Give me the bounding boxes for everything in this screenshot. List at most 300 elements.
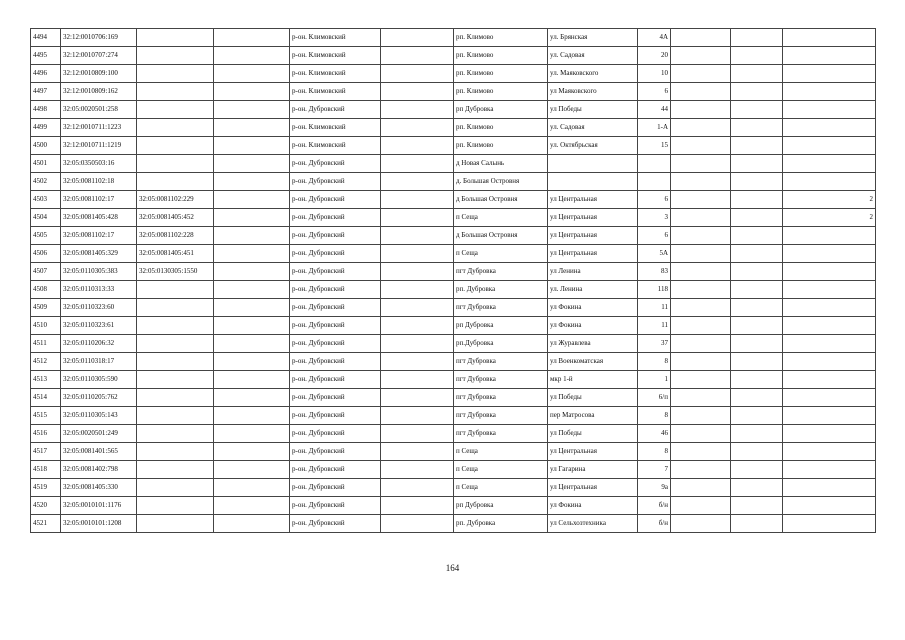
extra-value-cell: 2 [783, 191, 876, 209]
cell-blank-cell [671, 101, 731, 119]
extra-value-cell [783, 479, 876, 497]
row-number-cell: 4508 [31, 281, 61, 299]
table-row [31, 137, 876, 155]
cell-blank-cell [381, 173, 454, 191]
cell-blank-cell [381, 29, 454, 47]
cell-blank-cell [731, 407, 783, 425]
settlement-cell: пгт Дубровка [454, 263, 548, 281]
cell-blank-cell [381, 191, 454, 209]
district-cell: р-он. Дубровский [290, 209, 381, 227]
cell-blank-cell [671, 497, 731, 515]
cell-blank-cell [381, 209, 454, 227]
extra-value-cell [783, 227, 876, 245]
cell-blank-cell [381, 119, 454, 137]
house-number-cell: 7 [638, 461, 671, 479]
settlement-cell: п Сеща [454, 461, 548, 479]
street-cell: ул Фокина [548, 497, 638, 515]
row-number-cell: 4504 [31, 209, 61, 227]
row-number-cell: 4511 [31, 335, 61, 353]
cell-blank-cell [671, 137, 731, 155]
house-number-cell: 6 [638, 227, 671, 245]
settlement-cell: пгт Дубровка [454, 353, 548, 371]
street-cell: мкр 1-й [548, 371, 638, 389]
cell-blank-cell [671, 479, 731, 497]
table-row [31, 65, 876, 83]
cell-blank-cell [671, 29, 731, 47]
cadastral-number-cell: 32:05:0110206:32 [61, 335, 137, 353]
cell-blank-cell [381, 299, 454, 317]
district-cell: р-он. Климовский [290, 119, 381, 137]
cell-blank-cell [214, 83, 290, 101]
street-cell: ул Центральная [548, 227, 638, 245]
cadastral-number-2-cell [137, 173, 214, 191]
cadastral-number-2-cell [137, 47, 214, 65]
row-number-cell: 4499 [31, 119, 61, 137]
table-row [31, 83, 876, 101]
cadastral-number-2-cell [137, 281, 214, 299]
cell-blank-cell [671, 227, 731, 245]
cadastral-number-cell: 32:05:0081401:565 [61, 443, 137, 461]
cell-blank-cell [731, 497, 783, 515]
row-number-cell: 4498 [31, 101, 61, 119]
row-number-cell: 4519 [31, 479, 61, 497]
table-row [31, 443, 876, 461]
row-number-cell: 4517 [31, 443, 61, 461]
street-cell: ул Сельхозтехника [548, 515, 638, 533]
cadastral-number-cell: 32:12:0010711:1219 [61, 137, 137, 155]
house-number-cell: 6 [638, 83, 671, 101]
house-number-cell: 5А [638, 245, 671, 263]
extra-value-cell [783, 443, 876, 461]
street-cell: ул Центральная [548, 443, 638, 461]
table-row [31, 119, 876, 137]
district-cell: р-он. Дубровский [290, 425, 381, 443]
cadastral-number-2-cell: 32:05:0081102:228 [137, 227, 214, 245]
house-number-cell: 118 [638, 281, 671, 299]
cell-blank-cell [731, 155, 783, 173]
district-cell: р-он. Климовский [290, 65, 381, 83]
cadastral-number-2-cell [137, 353, 214, 371]
cell-blank-cell [671, 515, 731, 533]
cell-blank-cell [731, 65, 783, 83]
cell-blank-cell [671, 389, 731, 407]
extra-value-cell [783, 65, 876, 83]
cell-blank-cell [214, 497, 290, 515]
cell-blank-cell [214, 335, 290, 353]
district-cell: р-он. Дубровский [290, 317, 381, 335]
row-number-cell: 4496 [31, 65, 61, 83]
house-number-cell: 20 [638, 47, 671, 65]
cell-blank-cell [671, 245, 731, 263]
district-cell: р-он. Дубровский [290, 461, 381, 479]
cadastral-number-2-cell [137, 479, 214, 497]
extra-value-cell [783, 353, 876, 371]
cadastral-number-cell: 32:05:0010101:1176 [61, 497, 137, 515]
cell-blank-cell [671, 353, 731, 371]
row-number-cell: 4509 [31, 299, 61, 317]
house-number-cell [638, 155, 671, 173]
district-cell: р-он. Дубровский [290, 245, 381, 263]
cell-blank-cell [214, 137, 290, 155]
cell-blank-cell [214, 209, 290, 227]
cell-blank-cell [671, 461, 731, 479]
cell-blank-cell [214, 461, 290, 479]
district-cell: р-он. Дубровский [290, 299, 381, 317]
district-cell: р-он. Дубровский [290, 335, 381, 353]
extra-value-cell: 2 [783, 209, 876, 227]
cadastral-number-cell: 32:05:0110205:762 [61, 389, 137, 407]
cell-blank-cell [214, 227, 290, 245]
cadastral-number-2-cell: 32:05:0081405:452 [137, 209, 214, 227]
street-cell: ул Маяковского [548, 83, 638, 101]
cell-blank-cell [731, 245, 783, 263]
cadastral-number-cell: 32:05:0010101:1208 [61, 515, 137, 533]
extra-value-cell [783, 371, 876, 389]
extra-value-cell [783, 263, 876, 281]
cell-blank-cell [731, 281, 783, 299]
street-cell [548, 173, 638, 191]
settlement-cell: рп. Климово [454, 29, 548, 47]
cell-blank-cell [671, 83, 731, 101]
row-number-cell: 4518 [31, 461, 61, 479]
row-number-cell: 4507 [31, 263, 61, 281]
cell-blank-cell [214, 155, 290, 173]
house-number-cell [638, 173, 671, 191]
row-number-cell: 4501 [31, 155, 61, 173]
cell-blank-cell [381, 389, 454, 407]
street-cell: ул Победы [548, 389, 638, 407]
cell-blank-cell [731, 209, 783, 227]
table-row [31, 497, 876, 515]
table-row [31, 227, 876, 245]
extra-value-cell [783, 407, 876, 425]
cadastral-number-cell: 32:05:0081102:17 [61, 227, 137, 245]
cadastral-number-2-cell [137, 443, 214, 461]
cell-blank-cell [381, 101, 454, 119]
street-cell: ул Победы [548, 425, 638, 443]
house-number-cell: 8 [638, 353, 671, 371]
cell-blank-cell [731, 389, 783, 407]
extra-value-cell [783, 47, 876, 65]
cell-blank-cell [381, 281, 454, 299]
row-number-cell: 4512 [31, 353, 61, 371]
house-number-cell: 3 [638, 209, 671, 227]
extra-value-cell [783, 155, 876, 173]
street-cell: ул. Маяковского [548, 65, 638, 83]
cell-blank-cell [214, 263, 290, 281]
settlement-cell: д Новая Салынь [454, 155, 548, 173]
row-number-cell: 4513 [31, 371, 61, 389]
cadastral-number-cell: 32:05:0110323:61 [61, 317, 137, 335]
cadastral-number-cell: 32:05:0081102:17 [61, 191, 137, 209]
house-number-cell: б/н [638, 515, 671, 533]
cell-blank-cell [214, 317, 290, 335]
cadastral-number-2-cell [137, 425, 214, 443]
cadastral-number-cell: 32:12:0010707:274 [61, 47, 137, 65]
cell-blank-cell [381, 335, 454, 353]
house-number-cell: 83 [638, 263, 671, 281]
cadastral-number-2-cell [137, 137, 214, 155]
cadastral-number-cell: 32:12:0010706:169 [61, 29, 137, 47]
cadastral-number-cell: 32:05:0081402:798 [61, 461, 137, 479]
row-number-cell: 4502 [31, 173, 61, 191]
cadastral-number-cell: 32:05:0110305:143 [61, 407, 137, 425]
house-number-cell: 44 [638, 101, 671, 119]
cell-blank-cell [214, 479, 290, 497]
street-cell: ул Центральная [548, 209, 638, 227]
cadastral-number-2-cell [137, 461, 214, 479]
cell-blank-cell [731, 173, 783, 191]
cell-blank-cell [214, 389, 290, 407]
cadastral-number-2-cell [137, 155, 214, 173]
cell-blank-cell [381, 353, 454, 371]
table-row [31, 299, 876, 317]
row-number-cell: 4515 [31, 407, 61, 425]
table-row [31, 155, 876, 173]
street-cell: ул Победы [548, 101, 638, 119]
row-number-cell: 4521 [31, 515, 61, 533]
street-cell: ул. Ленина [548, 281, 638, 299]
cell-blank-cell [731, 515, 783, 533]
cell-blank-cell [671, 263, 731, 281]
cadastral-number-2-cell [137, 371, 214, 389]
cell-blank-cell [671, 173, 731, 191]
settlement-cell: пгт Дубровка [454, 299, 548, 317]
cell-blank-cell [381, 479, 454, 497]
district-cell: р-он. Дубровский [290, 155, 381, 173]
row-number-cell: 4505 [31, 227, 61, 245]
district-cell: р-он. Дубровский [290, 389, 381, 407]
street-cell: ул Военкоматская [548, 353, 638, 371]
cell-blank-cell [731, 47, 783, 65]
extra-value-cell [783, 515, 876, 533]
table-row [31, 479, 876, 497]
cadastral-number-2-cell: 32:05:0081405:451 [137, 245, 214, 263]
house-number-cell: 15 [638, 137, 671, 155]
cell-blank-cell [731, 29, 783, 47]
cadastral-number-2-cell [137, 101, 214, 119]
house-number-cell: 1 [638, 371, 671, 389]
house-number-cell: 46 [638, 425, 671, 443]
settlement-cell: рп. Климово [454, 65, 548, 83]
house-number-cell: 6 [638, 191, 671, 209]
district-cell: р-он. Климовский [290, 83, 381, 101]
table-row [31, 101, 876, 119]
cell-blank-cell [214, 299, 290, 317]
table-row [31, 191, 876, 209]
cell-blank-cell [731, 371, 783, 389]
cadastral-number-2-cell [137, 335, 214, 353]
settlement-cell: рп. Климово [454, 83, 548, 101]
table-row [31, 461, 876, 479]
street-cell: ул Гагарина [548, 461, 638, 479]
settlement-cell: п Сеща [454, 443, 548, 461]
extra-value-cell [783, 317, 876, 335]
table-body [31, 29, 876, 533]
cadastral-number-cell: 32:05:0110305:383 [61, 263, 137, 281]
table-row [31, 335, 876, 353]
house-number-cell: 10 [638, 65, 671, 83]
cadastral-number-2-cell [137, 65, 214, 83]
cell-blank-cell [731, 191, 783, 209]
house-number-cell: 8 [638, 443, 671, 461]
table-row [31, 389, 876, 407]
cell-blank-cell [214, 443, 290, 461]
street-cell: ул Журавлева [548, 335, 638, 353]
street-cell: ул Фокина [548, 299, 638, 317]
cadastral-number-2-cell [137, 389, 214, 407]
cadastral-number-cell: 32:05:0081405:428 [61, 209, 137, 227]
cell-blank-cell [381, 47, 454, 65]
table-row [31, 245, 876, 263]
district-cell: р-он. Дубровский [290, 371, 381, 389]
settlement-cell: д Большая Островня [454, 227, 548, 245]
row-number-cell: 4516 [31, 425, 61, 443]
street-cell: ул Центральная [548, 191, 638, 209]
cell-blank-cell [214, 173, 290, 191]
registry-sheet [30, 28, 875, 533]
cell-blank-cell [381, 407, 454, 425]
street-cell: пер Матросова [548, 407, 638, 425]
cell-blank-cell [381, 65, 454, 83]
cell-blank-cell [731, 317, 783, 335]
district-cell: р-он. Дубровский [290, 443, 381, 461]
cell-blank-cell [671, 47, 731, 65]
settlement-cell: рп Дубровка [454, 101, 548, 119]
district-cell: р-он. Климовский [290, 137, 381, 155]
cell-blank-cell [671, 407, 731, 425]
table-row [31, 281, 876, 299]
cell-blank-cell [381, 425, 454, 443]
row-number-cell: 4514 [31, 389, 61, 407]
cell-blank-cell [381, 461, 454, 479]
cell-blank-cell [381, 83, 454, 101]
cell-blank-cell [214, 191, 290, 209]
street-cell: ул Центральная [548, 245, 638, 263]
extra-value-cell [783, 137, 876, 155]
cell-blank-cell [671, 425, 731, 443]
settlement-cell: п Сеща [454, 245, 548, 263]
cadastral-number-cell: 32:05:0081405:330 [61, 479, 137, 497]
settlement-cell: д. Большая Островня [454, 173, 548, 191]
row-number-cell: 4503 [31, 191, 61, 209]
cell-blank-cell [381, 371, 454, 389]
district-cell: р-он. Дубровский [290, 173, 381, 191]
extra-value-cell [783, 29, 876, 47]
cadastral-number-cell: 32:05:0020501:249 [61, 425, 137, 443]
row-number-cell: 4520 [31, 497, 61, 515]
cell-blank-cell [381, 443, 454, 461]
cell-blank-cell [671, 299, 731, 317]
extra-value-cell [783, 245, 876, 263]
street-cell: ул Фокина [548, 317, 638, 335]
table-row [31, 29, 876, 47]
row-number-cell: 4494 [31, 29, 61, 47]
district-cell: р-он. Дубровский [290, 515, 381, 533]
cell-blank-cell [214, 119, 290, 137]
cell-blank-cell [671, 119, 731, 137]
table-row [31, 515, 876, 533]
cell-blank-cell [381, 317, 454, 335]
registry-table [30, 28, 876, 533]
settlement-cell: рп Дубровка [454, 497, 548, 515]
cell-blank-cell [214, 371, 290, 389]
page-number: 164 [445, 563, 460, 573]
district-cell: р-он. Дубровский [290, 497, 381, 515]
street-cell: ул. Октябрьская [548, 137, 638, 155]
cell-blank-cell [731, 479, 783, 497]
street-cell: ул. Садовая [548, 47, 638, 65]
cell-blank-cell [381, 227, 454, 245]
row-number-cell: 4506 [31, 245, 61, 263]
cell-blank-cell [381, 155, 454, 173]
cadastral-number-cell: 32:05:0350503:16 [61, 155, 137, 173]
cell-blank-cell [671, 371, 731, 389]
cell-blank-cell [731, 425, 783, 443]
cell-blank-cell [381, 515, 454, 533]
house-number-cell: 4А [638, 29, 671, 47]
cell-blank-cell [671, 317, 731, 335]
row-number-cell: 4500 [31, 137, 61, 155]
district-cell: р-он. Дубровский [290, 101, 381, 119]
settlement-cell: п Сеща [454, 479, 548, 497]
extra-value-cell [783, 281, 876, 299]
extra-value-cell [783, 119, 876, 137]
cell-blank-cell [214, 353, 290, 371]
table-row [31, 47, 876, 65]
cadastral-number-cell: 32:12:0010809:100 [61, 65, 137, 83]
district-cell: р-он. Климовский [290, 29, 381, 47]
table-row [31, 353, 876, 371]
settlement-cell: рп. Климово [454, 137, 548, 155]
cell-blank-cell [381, 137, 454, 155]
settlement-cell: д Большая Островня [454, 191, 548, 209]
cell-blank-cell [731, 83, 783, 101]
settlement-cell: п Сеща [454, 209, 548, 227]
settlement-cell: рп. Климово [454, 47, 548, 65]
cadastral-number-cell: 32:05:0081102:18 [61, 173, 137, 191]
cell-blank-cell [214, 425, 290, 443]
district-cell: р-он. Дубровский [290, 479, 381, 497]
house-number-cell: б/н [638, 497, 671, 515]
cadastral-number-2-cell: 32:05:0081102:229 [137, 191, 214, 209]
cell-blank-cell [671, 65, 731, 83]
cadastral-number-2-cell [137, 119, 214, 137]
settlement-cell: пгт Дубровка [454, 389, 548, 407]
cell-blank-cell [731, 353, 783, 371]
house-number-cell: 1-А [638, 119, 671, 137]
cadastral-number-cell: 32:05:0020501:258 [61, 101, 137, 119]
cadastral-number-2-cell [137, 515, 214, 533]
cell-blank-cell [214, 407, 290, 425]
table-row [31, 173, 876, 191]
table-row [31, 263, 876, 281]
cadastral-number-cell: 32:05:0081405:329 [61, 245, 137, 263]
extra-value-cell [783, 335, 876, 353]
cell-blank-cell [731, 335, 783, 353]
cell-blank-cell [671, 155, 731, 173]
settlement-cell: пгт Дубровка [454, 407, 548, 425]
cell-blank-cell [731, 227, 783, 245]
extra-value-cell [783, 461, 876, 479]
row-number-cell: 4495 [31, 47, 61, 65]
cadastral-number-2-cell [137, 299, 214, 317]
cell-blank-cell [671, 281, 731, 299]
row-number-cell: 4510 [31, 317, 61, 335]
cadastral-number-2-cell [137, 407, 214, 425]
cadastral-number-2-cell: 32:05:0130305:1550 [137, 263, 214, 281]
street-cell: ул Центральная [548, 479, 638, 497]
